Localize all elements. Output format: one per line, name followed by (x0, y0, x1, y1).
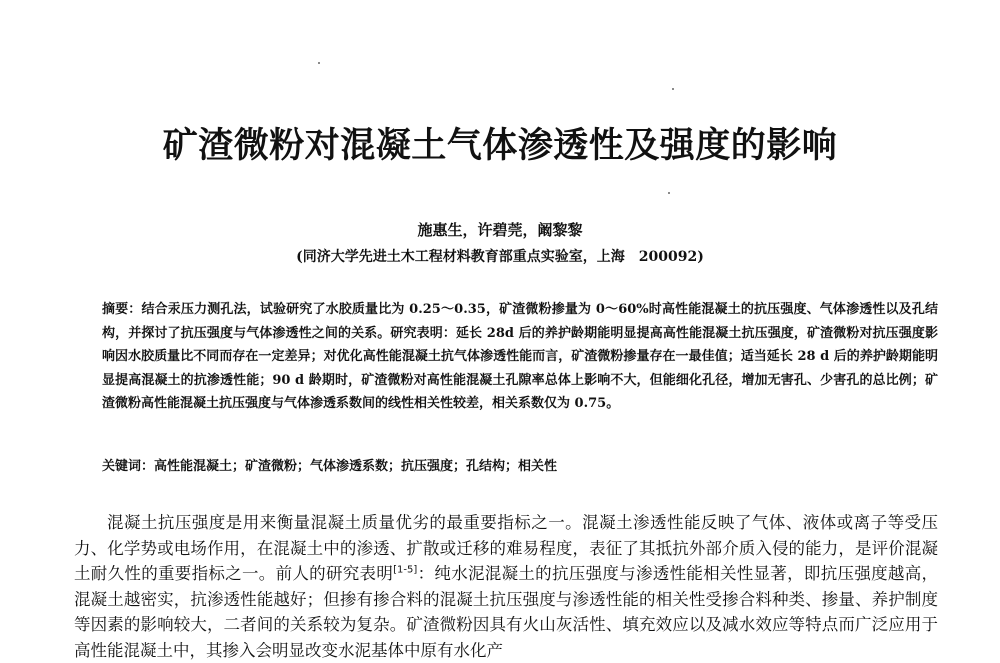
abstract-label: 摘要： (102, 302, 142, 317)
body-text-part2: ：纯水泥混凝土的抗压强度与渗透性能相关性显著，即抗压强度越高，混凝土越密实，抗渗透性能越好；但掺有掺合料的混凝土抗压强度与渗透性能的相关性受掺合料种类、掺量、养护制度等因素的影响较大，二者间的关系较为复杂。矿渣微粉因具有火山灰活性、填充效应以及减水效应等特点而广泛应用于高性能混凝土中，其掺入会明显改变水泥基体中原有水化产 (74, 564, 939, 660)
scan-speck (668, 192, 670, 194)
keywords-text: 高性能混凝土；矿渣微粉；气体渗透系数；抗压强度；孔结构；相关性 (154, 459, 558, 474)
body-paragraph (74, 510, 938, 663)
paper-title: 矿渣微粉对混凝土气体渗透性及强度的影响 (162, 126, 838, 166)
keywords-label: 关键词： (102, 459, 155, 474)
abstract-text: 结合汞压力测孔法，试验研究了水胶质量比为 0.25～0.35，矿渣微粉掺量为 0～60%时高性能混凝土的抗压强度、气体渗透性以及孔结构，并探讨了抗压强度与气体渗透性之间的关系。研究表明：延长 28d 后的养护龄期能明显提高高性能混凝土抗压强度，矿渣微粉对抗压强度影响因水胶质量比不同而存在一定差异；对优化高性能混凝土抗气体渗透性能而言，矿渣微粉掺量存在一最佳值；适当延长 28 d 后的养护龄期能明显提高混凝土的抗渗透性能；90 d 龄期时，矿渣微粉对高性能混凝土孔隙率总体上影响不大，但能细化孔径，增加无害孔、少害孔的总比例；矿渣微粉高性能混凝土抗压强度与气体渗透系数间的线性相关性较差，相关系数仅为 0.75。 (102, 302, 938, 411)
abstract (102, 298, 938, 416)
scan-speck (672, 88, 674, 90)
author-list: 施惠生，许碧莞，阚黎黎 (417, 221, 583, 239)
affiliation: (同济大学先进土木工程材料教育部重点实验室，上海 200092) (296, 249, 704, 265)
citation-ref[interactable]: [1-5] (393, 564, 418, 576)
keywords (102, 456, 938, 478)
scan-speck (318, 62, 320, 64)
body-text-part1: 混凝土抗压强度是用来衡量混凝土质量优劣的最重要指标之一。混凝土渗透性能反映了气体、液体或离子等受压力、化学势或电场作用，在混凝土中的渗透、扩散或迁移的难易程度，表征了其抵抗外部介质入侵的能力，是评价混凝土耐久性的重要指标之一。前人的研究表明 (74, 513, 938, 583)
